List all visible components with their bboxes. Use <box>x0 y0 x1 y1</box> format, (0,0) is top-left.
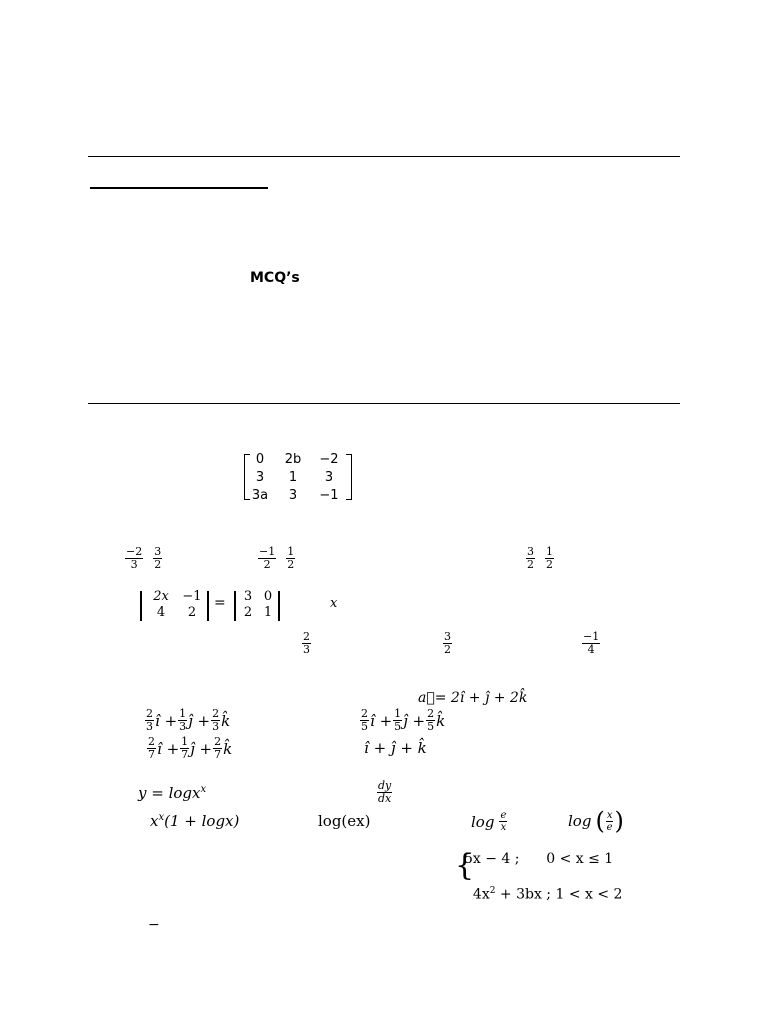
matrix-cell: 3 <box>255 470 265 485</box>
option-frac-a: 2 3 <box>303 630 310 656</box>
section-rule <box>88 403 680 404</box>
mcq-heading: MCQ’s <box>250 270 300 286</box>
vector-option-b: $\frac{2}{5}$ î + $\frac{1}{5}$ ĵ + $\frac{2}{5}$ k̂ <box>361 707 446 733</box>
derivative-option-b: log(ex) <box>318 812 371 830</box>
matrix-cell: 3 <box>324 470 334 485</box>
header-short-rule <box>90 187 268 189</box>
matrix-cell: 3 <box>288 488 298 503</box>
variable-x: x <box>330 596 338 611</box>
matrix-cell: 0 <box>255 452 265 467</box>
vector-option-d: î + ĵ + k̂ <box>364 739 427 757</box>
minus-dash: − <box>148 917 160 933</box>
derivative-option-c: log $\frac{e}{x}$ <box>471 810 507 833</box>
dy-dx: dy dx <box>378 779 392 805</box>
derivative-option-a: $x^x(1 + \log x)$ <box>150 812 240 830</box>
det-right-bar-2 <box>278 591 280 621</box>
matrix <box>246 451 346 505</box>
matrix-cell: −1 <box>319 488 339 503</box>
derivative-option-d: log ( $\frac{x}{e}$ ) <box>568 807 624 835</box>
option-a-pair: $\frac{-2}{3}$ $\frac{3}{2}$ <box>126 545 162 571</box>
vector-option-c: $\frac{2}{7}$ î + $\frac{1}{7}$ ĵ + $\frac{2}{7}$ k̂ <box>148 735 233 761</box>
determinant-left: 2x −1 4 2 <box>153 589 202 620</box>
piecewise-line-2: $4x^2 + 3bx$ ; 1 < x < 2 <box>472 886 623 903</box>
header-top-rule <box>88 156 680 157</box>
function-y: y = logx$^x$ <box>138 784 207 802</box>
equals-sign: = <box>214 595 226 611</box>
matrix-right-bracket <box>346 454 352 500</box>
piecewise-line-1: 5x − 4 ; 0 < x ≤ 1 <box>464 851 614 867</box>
determinant-right: 3 0 2 1 <box>243 589 273 620</box>
det-right-bar-1 <box>234 591 236 621</box>
vector-given: a⃗= 2î + ĵ + 2k̂ <box>418 690 528 706</box>
matrix-cell: 3a <box>251 488 269 503</box>
matrix-cell: 1 <box>288 470 298 485</box>
vector-option-a: $\frac{2}{3}$ î + $\frac{1}{3}$ ĵ + $\frac{2}{3}$ k̂ <box>146 707 231 733</box>
matrix-cell: 2b <box>284 452 302 467</box>
det-left-bar-1 <box>140 591 142 621</box>
option-b-pair: $\frac{-1}{2}$ $\frac{1}{2}$ <box>259 545 295 571</box>
option-frac-c: −1 4 <box>583 630 600 656</box>
det-left-bar-2 <box>207 591 209 621</box>
option-c-pair: $\frac{3}{2}$ $\frac{1}{2}$ <box>527 545 553 571</box>
piecewise-brace: { <box>455 848 475 883</box>
matrix-cell: −2 <box>319 452 339 467</box>
option-frac-b: 3 2 <box>444 630 451 656</box>
